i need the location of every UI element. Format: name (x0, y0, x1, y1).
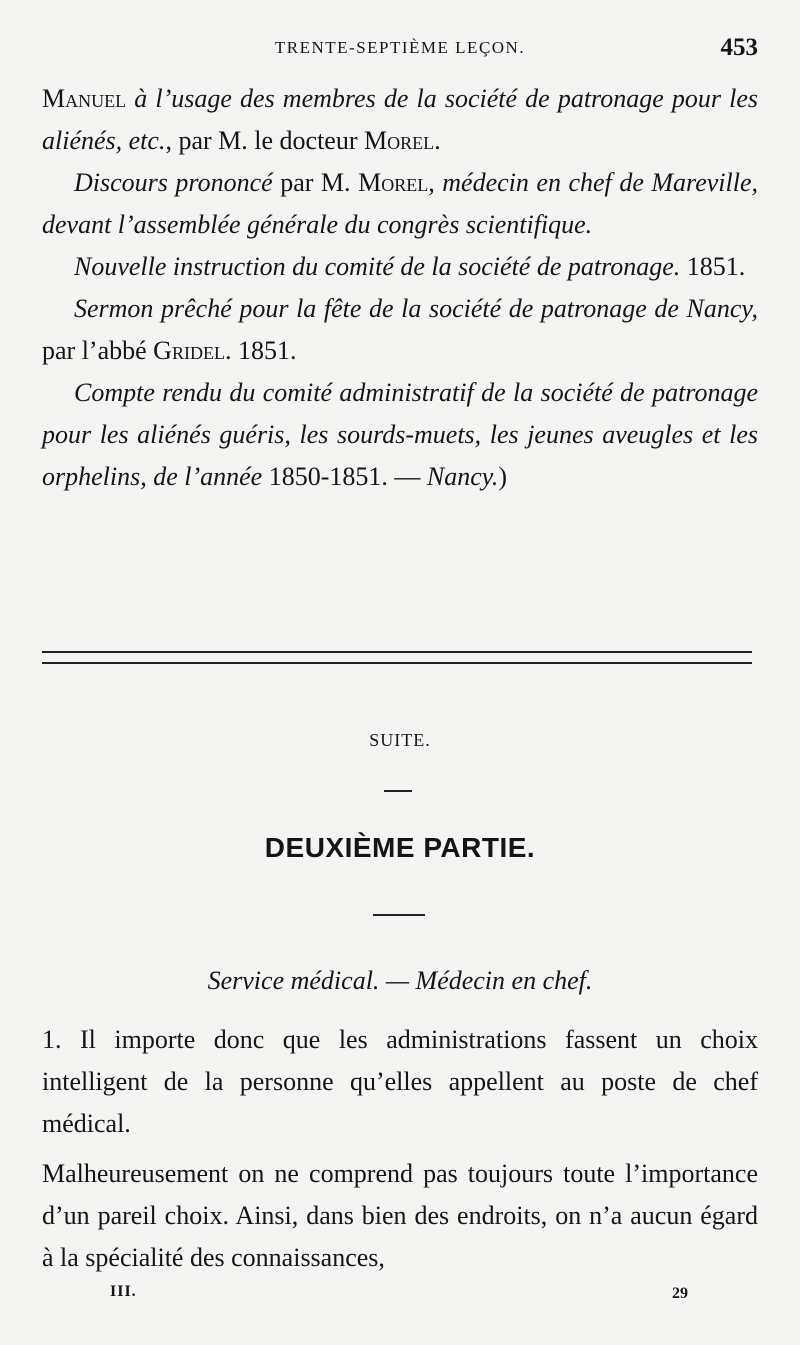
bib-entry-manuel: Manuel à l’usage des membres de la société de patronage pour les aliénés, etc., par M. le docteur Morel. (42, 84, 758, 155)
page-number: 453 (720, 34, 758, 61)
short-dash-divider (373, 914, 425, 916)
paragraph-2: Malheureusement on ne comprend pas toujours toute l’importance d’un pareil choix. Ainsi, dans bien des endroits, on n’a aucun égard à la spécialité des connaissances, (42, 1159, 758, 1272)
bib-entry-compte-rendu: Compte rendu du comité administratif de la société de patronage pour les aliénés guéris, les sourds-muets, les jeunes aveugles et les orphelins, de l’année 1850-1851. — Nancy.) (42, 378, 758, 491)
bib-entry-discours: Discours prononcé par M. Morel, médecin en chef de Mareville, devant l’assemblée générale du congrès scientifique. (42, 168, 758, 239)
sheet-number: 29 (672, 1285, 688, 1302)
body-text (42, 1019, 758, 1287)
signature-mark: III. (110, 1283, 137, 1300)
bib-entry-sermon: Sermon prêché pour la fête de la société de patronage de Nancy, par l’abbé Gridel. 1851. (42, 294, 758, 365)
author-morel: Morel (364, 126, 435, 155)
bibliography-list (42, 78, 758, 498)
double-rule-divider (42, 651, 752, 664)
paragraph-1: 1. Il importe donc que les administrations fassent un choix intelligent de la personne qu’elles appellent au poste de chef médical. (42, 1025, 758, 1138)
suite-label: SUITE. (369, 730, 431, 750)
author-morel: Morel (358, 168, 429, 197)
bib-title-manuel: Manuel (42, 84, 127, 113)
bib-entry-instruction: Nouvelle instruction du comité de la société de patronage. 1851. (74, 252, 746, 281)
author-gridel: Gridel (153, 336, 225, 365)
running-title: TRENTE-SEPTIÈME LEÇON. (274, 38, 526, 57)
short-dash-divider (384, 790, 412, 792)
part-title: DEUXIÈME PARTIE. (264, 832, 536, 863)
section-heading: Service médical. — Médecin en chef. (207, 966, 593, 995)
